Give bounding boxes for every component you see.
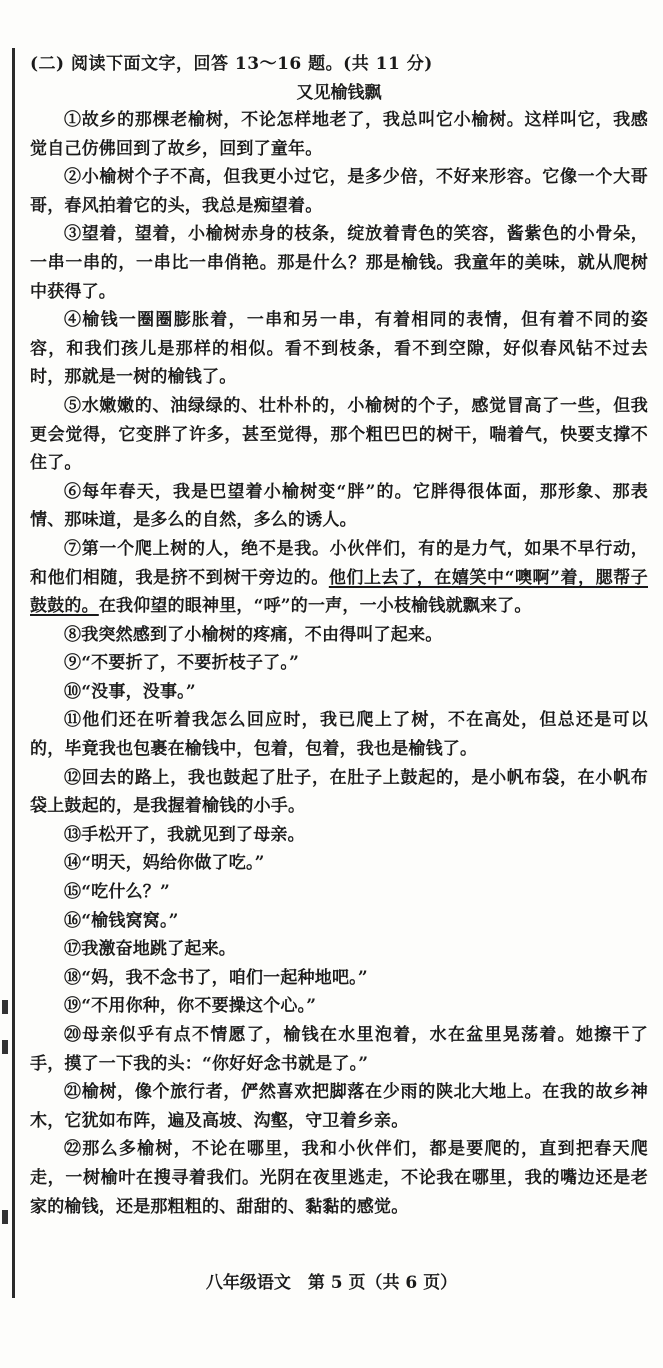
paragraph: ⑱“妈，我不念书了，咱们一起种地吧。” [64, 967, 368, 988]
paragraph: ④榆钱一圈圈膨胀着，一串和另一串，有着相同的表情，但有着不同的姿容，和我们孩儿是那样的相似。看不到枝条，看不到空隙，好似春风钻不过去时，那就是一树的榆钱了。 [30, 310, 648, 388]
article-title: 又见榆钱飘 [296, 83, 382, 103]
underlined-sentence: 他们上去了，在嬉笑中“噢啊”着，腮帮子鼓鼓的。 [30, 567, 648, 617]
paragraph: ⑲“不用你种，你不要操这个心。” [64, 996, 317, 1017]
paragraph: ⑪他们还在听着我怎么回应时，我已爬上了树，不在高处，但总还是可以的，毕竟我也包裹在榆钱中，包着，包着，我也是榆钱了。 [30, 710, 648, 760]
paragraph: ⑯“榆钱窝窝。” [64, 910, 179, 931]
section-header: (二) 阅读下面文字，回答 13～16 题。(共 11 分) [30, 54, 433, 74]
paragraph: ⑥每年春天，我是巴望着小榆树变“胖”的。它胖得很体面，那形象、那表情、那味道，是多么的自然，多么的诱人。 [30, 481, 648, 531]
paragraph: ⑫回去的路上，我也鼓起了肚子，在肚子上鼓起的，是小帆布袋，在小帆布袋上鼓起的，是我握着榆钱的小手。 [30, 767, 648, 817]
margin-mark [2, 1210, 8, 1224]
paragraph: ⑭“明天，妈给你做了吃。” [64, 853, 265, 874]
paragraph: ⑮“吃什么？” [64, 882, 170, 903]
margin-mark [2, 1040, 8, 1054]
margin-mark [2, 1000, 8, 1014]
p7-text-after: 在我仰望的眼神里，“呼”的一声，一小枝榆钱就飘来了。 [98, 596, 532, 617]
paragraph: ①故乡的那棵老榆树，不论怎样地老了，我总叫它小榆树。这样叫它，我感觉自己仿佛回到了故乡，回到了童年。 [30, 110, 648, 159]
paragraph: ⑬手松开了，我就见到了母亲。 [64, 824, 305, 845]
binding-margin-line [12, 48, 15, 1298]
paragraph: ⑳母亲似乎有点不情愿了，榆钱在水里泡着，水在盆里晃荡着。她擦干了手，摸了一下我的头：“你好好念书就是了。” [30, 1025, 648, 1074]
paragraph: ③望着，望着，小榆树赤身的枝条，绽放着青色的笑容，酱紫色的小骨朵，一串一串的，一串比一串俏艳。那是什么？那是榆钱。我童年的美味，就从爬树中获得了。 [30, 224, 648, 302]
p7-text-before: ⑦第一个爬上树的人，绝不是我。小伙伴们，有的是力气，如果不早行动，和他们相随，我是挤不到树干旁边的。 [30, 538, 648, 588]
paragraph: ⑧我突然感到了小榆树的疼痛，不由得叫了起来。 [64, 624, 443, 645]
paragraph: ㉑榆树，像个旅行者，俨然喜欢把脚落在少雨的陕北大地上。在我的故乡神木，它犹如布阵，遍及高坡、沟壑，守卫着乡亲。 [30, 1082, 648, 1131]
paragraph: ⑨“不要折了，不要折枝子了。” [64, 653, 300, 674]
paragraph: ②小榆树个子不高，但我更小过它，是多少倍，不好来形容。它像一个大哥哥，春风拍着它的头，我总是痴望着。 [30, 167, 648, 216]
paragraph: ⑩“没事，没事。” [64, 681, 196, 702]
paragraph: ⑤水嫩嫩的、油绿绿的、壮朴朴的，小榆树的个子，感觉冒高了一些，但我更会觉得，它变胖了许多，甚至觉得，那个粗巴巴的树干，喘着气，快要支撑不住了。 [30, 395, 648, 474]
paragraph: ㉒那么多榆树，不论在哪里，我和小伙伴们，都是要爬的，直到把春天爬走，一树榆叶在搜寻着我们。光阴在夜里逃走，不论我在哪里，我的嘴边还是老家的榆钱，还是那粗粗的、甜甜的、黏黏的感觉。 [30, 1139, 648, 1217]
paragraph: ⑰我激奋地跳了起来。 [64, 939, 236, 960]
reading-section [30, 52, 648, 1221]
page-footer: 八年级语文 第 5 页（共 6 页） [205, 1273, 458, 1293]
paragraph-7 [30, 535, 648, 621]
